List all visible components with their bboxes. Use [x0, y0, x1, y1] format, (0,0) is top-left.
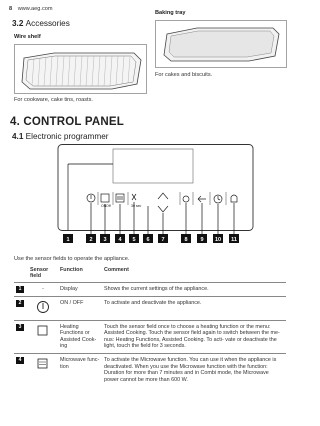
callout-2: 2: [89, 237, 93, 243]
header-function: Function: [58, 264, 102, 283]
baking-tray-image: [155, 20, 287, 68]
row-number-badge: 2: [16, 300, 24, 307]
callout-10: 10: [214, 237, 222, 243]
row-function: Heating Functions or Assisted Cook- ing: [58, 320, 102, 353]
callout-1: 1: [66, 237, 70, 243]
callout-4: 4: [118, 237, 122, 243]
callout-8: 8: [184, 237, 188, 243]
sensor-table: [14, 264, 286, 386]
section-number: 4.: [10, 116, 20, 128]
row-number-badge: 3: [16, 324, 24, 331]
row-comment: Shows the current settings of the appliance.: [102, 283, 286, 297]
row-function: Microwave func- tion: [58, 353, 102, 386]
row-number-badge: 1: [16, 286, 24, 293]
callout-11: 11: [231, 237, 237, 243]
row-comment: To activate the Microwave function. You can use it when the appliance is deactivated. When you use the Microwave function with the function: Duration for more than 7 minutes and in Combi mode, the Microwave power cannot be more than 600 W.: [102, 353, 286, 386]
accessories-title: Accessories: [25, 19, 70, 28]
programmer-heading: [12, 132, 108, 141]
microwave-icon: [36, 357, 50, 371]
intro-text: Use the sensor fields to operate the appliance.: [14, 256, 130, 262]
table-row: [14, 320, 286, 353]
off-key-label: Off: [106, 204, 111, 208]
wire-shelf-caption: For cookware, cake tins, roasts.: [14, 97, 93, 103]
row-comment: To activate and deactivate the appliance.: [102, 297, 286, 321]
power-icon: [36, 300, 50, 314]
row-number-badge: 4: [16, 357, 24, 364]
baking-tray-caption: For cakes and biscuits.: [155, 72, 213, 78]
control-panel-heading: [10, 116, 124, 128]
section-title: CONTROL PANEL: [23, 116, 124, 128]
row-function: ON / OFF: [58, 297, 102, 321]
header-comment: Comment: [102, 264, 286, 283]
sec-key-label: 30 sec: [131, 204, 142, 208]
control-panel-diagram: [28, 144, 286, 252]
baking-tray-label: Baking tray: [155, 10, 186, 16]
table-row: [14, 297, 286, 321]
wire-shelf-label: Wire shelf: [14, 34, 41, 40]
accessories-heading: [12, 19, 70, 28]
callout-7: 7: [161, 237, 165, 243]
page-header: [9, 6, 53, 12]
callout-3: 3: [103, 237, 107, 243]
callout-6: 6: [146, 237, 150, 243]
row-symbol: -: [28, 283, 58, 297]
row-function: Display: [58, 283, 102, 297]
table-row: [14, 283, 286, 297]
display-area: [113, 149, 193, 183]
subsection-number: 4.1: [12, 132, 24, 141]
page-number: 8: [9, 6, 13, 12]
callout-9: 9: [200, 237, 204, 243]
heating-function-icon: [36, 324, 50, 338]
accessories-number: 3.2: [12, 19, 24, 28]
row-comment: Touch the sensor field once to choose a heating function or the menu: Assisted Cooking. Touch the sensor field again to switch between the me- nus: Heating Functions, Assisted Cooking. To acti- vate or deactivate the light, touch the field for 3 seconds.: [102, 320, 286, 353]
table-row: [14, 353, 286, 386]
site-url: www.aeg.com: [17, 6, 53, 12]
subsection-title: Electronic programmer: [25, 132, 109, 141]
wire-shelf-image: [14, 44, 147, 94]
header-sensor: Sensor field: [28, 264, 58, 283]
callout-5: 5: [132, 237, 136, 243]
table-header-row: [14, 264, 286, 283]
on-key-label: ON: [101, 204, 107, 208]
